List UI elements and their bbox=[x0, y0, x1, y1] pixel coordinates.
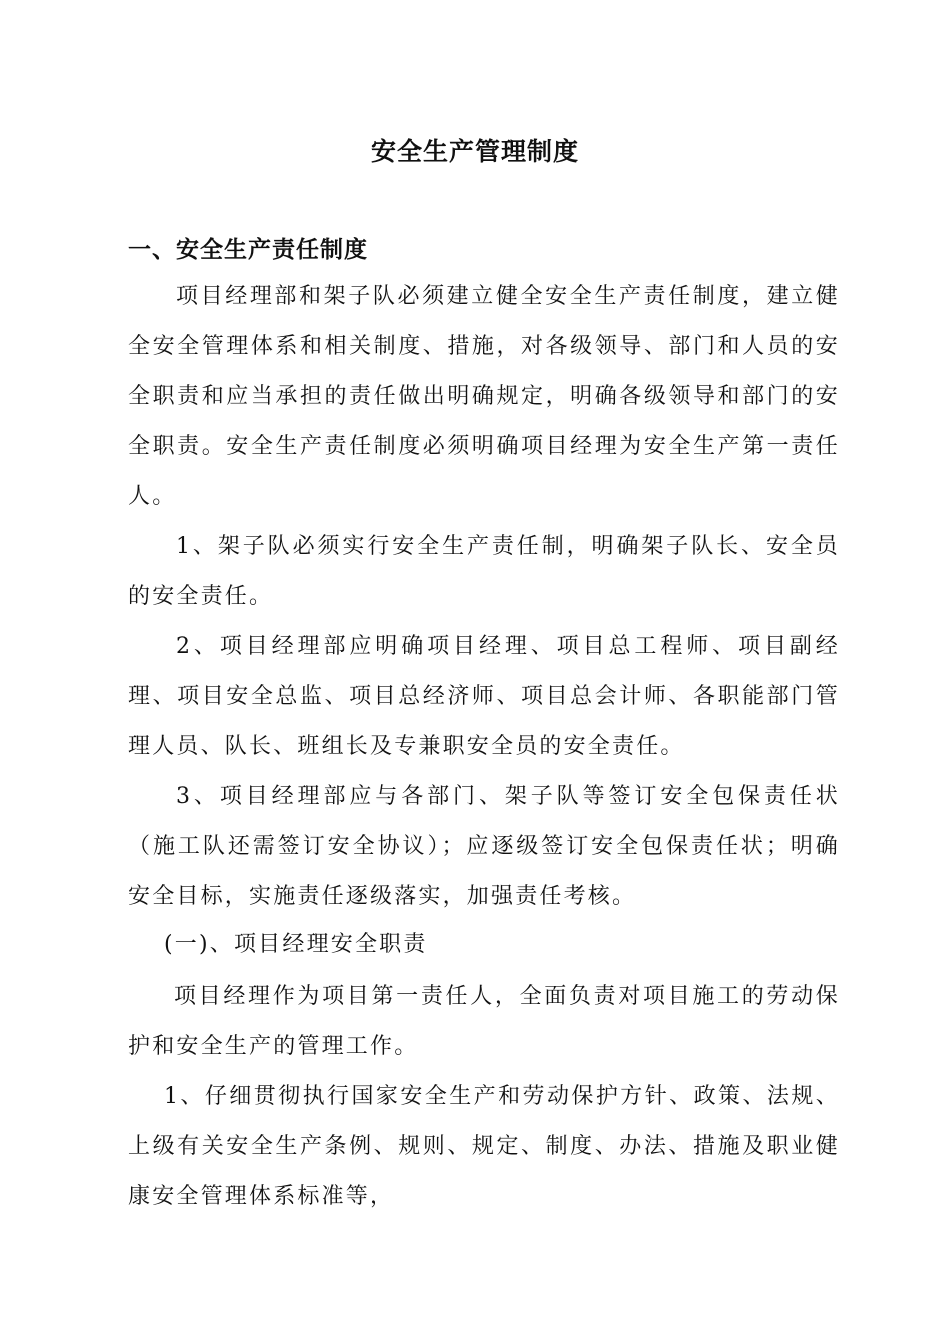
paragraph-item-1: 1、架子队必须实行安全生产责任制，明确架子队长、安全员的安全责任。 bbox=[128, 534, 840, 609]
paragraph-manager-duty-1: 1、仔细贯彻执行国家安全生产和劳动保护方针、政策、法规、上级有关安全生产条例、规则、规定、制度、办法、措施及职业健康安全管理体系标准等， bbox=[128, 1084, 840, 1209]
paragraph-manager-role: 项目经理作为项目第一责任人，全面负责对项目施工的劳动保护和安全生产的管理工作。 bbox=[128, 984, 840, 1059]
paragraph-item-3: 3、项目经理部应与各部门、架子队等签订安全包保责任状（施工队还需签订安全协议）；应逐级签订安全包保责任状；明确安全目标，实施责任逐级落实，加强责任考核。 bbox=[128, 784, 840, 909]
paragraph-item-2: 2、项目经理部应明确项目经理、项目总工程师、项目副经理、项目安全总监、项目总经济师、项目总会计师、各职能部门管理人员、队长、班组长及专兼职安全员的安全责任。 bbox=[128, 634, 840, 759]
section-heading: 一、安全生产责任制度 bbox=[128, 236, 368, 263]
document-title: 安全生产管理制度 bbox=[370, 137, 579, 166]
subsection-heading: (一)、项目经理安全职责 bbox=[164, 932, 428, 957]
paragraph-responsibility-system: 项目经理部和架子队必须建立健全安全生产责任制度，建立健全安全管理体系和相关制度、措施，对各级领导、部门和人员的安全职责和应当承担的责任做出明确规定，明确各级领导和部门的安全职责。安全生产责任制度必须明确项目经理为安全生产第一责任人。 bbox=[128, 284, 840, 509]
